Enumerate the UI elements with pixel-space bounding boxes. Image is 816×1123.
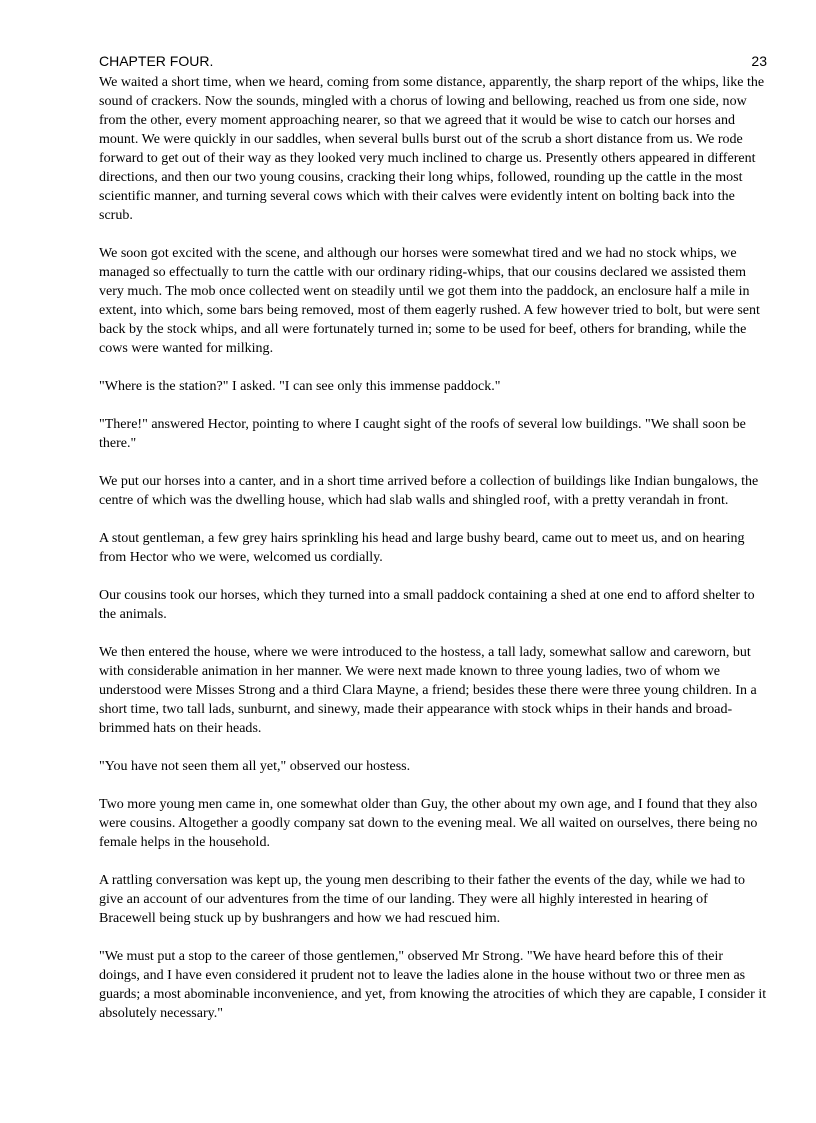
page-number: 23 — [751, 53, 767, 69]
paragraph: We put our horses into a canter, and in a short time arrived before a collection of buildings like Indian bungalows, the centre of which was the dwelling house, which had slab walls and shingled roof, with a pretty verandah in front. — [99, 474, 759, 508]
paragraph: A rattling conversation was kept up, the young men describing to their father the events of the day, while we had to give an account of our adventures from the time of our landing. They were all highly interested in hearing of Bracewell being stuck up by bushrangers and how we had rescued him. — [99, 873, 746, 926]
chapter-title: CHAPTER FOUR. — [99, 53, 214, 69]
paragraph: Our cousins took our horses, which they turned into a small paddock containing a shed at one end to afford shelter to the animals. — [99, 588, 755, 622]
body-text — [99, 73, 767, 1023]
paragraph: "Where is the station?" I asked. "I can see only this immense paddock." — [99, 379, 501, 394]
paragraph: "You have not seen them all yet," observed our hostess. — [99, 759, 411, 774]
paragraph: We soon got excited with the scene, and although our horses were somewhat tired and we had no stock whips, we managed so effectually to turn the cattle with our ordinary riding-whips, that our cousins declared we assisted them very much. The mob once collected went on steadily until we got them into the paddock, an enclosure half a mile in extent, into which, some bars being removed, most of them eagerly rushed. A few however tried to bolt, but were sent back by the stock whips, and all were fortunately turned in; some to be used for beef, others for branding, while the cows were wanted for milking. — [99, 246, 760, 356]
paragraph: A stout gentleman, a few grey hairs sprinkling his head and large bushy beard, came out to meet us, and on hearing from Hector who we were, welcomed us cordially. — [99, 531, 745, 565]
paragraph: We then entered the house, where we were introduced to the hostess, a tall lady, somewhat sallow and careworn, but with considerable animation in her manner. We were next made known to three young ladies, two of whom we understood were Misses Strong and a third Clara Mayne, a friend; besides these there were three young children. In a short time, two tall lads, sunburnt, and sinewy, made their appearance with stock whips in their hands and broad-brimmed hats on their heads. — [99, 645, 757, 736]
paragraph: "We must put a stop to the career of those gentlemen," observed Mr Strong. "We have heard before this of their doings, and I have even considered it prudent not to leave the ladies alone in the house without two or three men as guards; a most abominable inconvenience, and yet, from knowing the atrocities of which they are capable, I consider it absolutely necessary." — [99, 949, 767, 1021]
paragraph: "There!" answered Hector, pointing to where I caught sight of the roofs of several low buildings. "We shall soon be there." — [99, 417, 746, 451]
running-header — [99, 50, 767, 72]
book-page — [99, 50, 767, 1042]
paragraph: Two more young men came in, one somewhat older than Guy, the other about my own age, and I found that they also were cousins. Altogether a goodly company sat down to the evening meal. We all waited on ourselves, there being no female helps in the household. — [99, 797, 758, 850]
paragraph: We waited a short time, when we heard, coming from some distance, apparently, the sharp report of the whips, like the sound of crackers. Now the sounds, mingled with a chorus of lowing and bellowing, reached us from one side, now from the other, every moment approaching nearer, so that we agreed that it would be wise to catch our horses and mount. We were quickly in our saddles, when several bulls burst out of the scrub a short distance from us. We rode forward to get out of their way as they looked very much inclined to charge us. Presently others appeared in different directions, and then our two young cousins, cracking their long whips, followed, rounding up the cattle in the most scientific manner, and turning several cows which with their calves were evidently intent on bolting back into the scrub. — [99, 75, 765, 223]
